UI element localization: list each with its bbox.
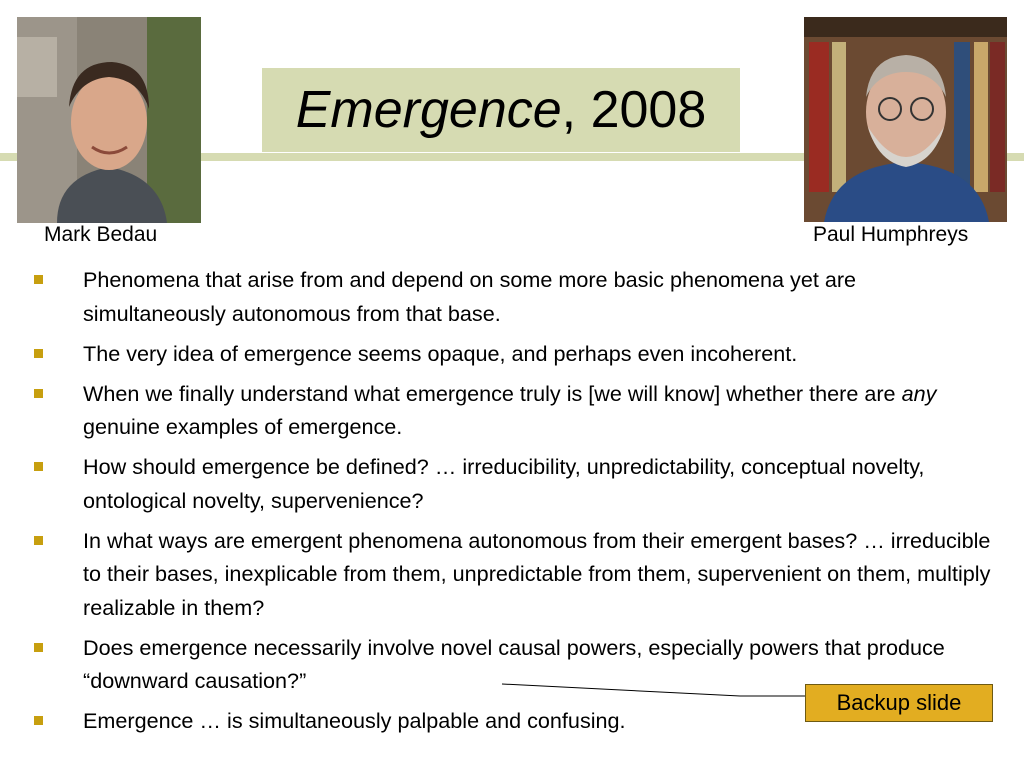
square-bullet-icon <box>34 349 43 358</box>
square-bullet-icon <box>34 275 43 284</box>
title-year: , 2008 <box>561 81 707 139</box>
square-bullet-icon <box>34 536 43 545</box>
slide-title <box>262 68 740 152</box>
bullet-item: In what ways are emergent phenomena autonomous from their emergent bases? … irreducible to their bases, inexplicable from them, unpredictable from them, supervenient on them, multiply realizable in them? <box>34 524 994 625</box>
paul-humphreys-photo <box>804 17 1007 222</box>
square-bullet-icon <box>34 389 43 398</box>
bullet-item: The very idea of emergence seems opaque, and perhaps even incoherent. <box>34 337 994 371</box>
square-bullet-icon <box>34 462 43 471</box>
title-italic: Emergence <box>295 81 562 139</box>
bullet-item: Does emergence necessarily involve novel causal powers, especially powers that produce “downward causation?” <box>34 631 994 698</box>
bullet-item: When we finally understand what emergence truly is [we will know] whether there are any genuine examples of emergence. <box>34 377 994 444</box>
backup-link-line <box>500 680 810 704</box>
mark-bedau-photo <box>17 17 201 223</box>
backup-slide-button[interactable] <box>805 684 993 722</box>
mark-bedau-caption: Mark Bedau <box>44 223 158 246</box>
bullet-item: How should emergence be defined? … irreducibility, unpredictability, conceptual novelty, ontological novelty, supervenience? <box>34 450 994 517</box>
bullet-item: Emergence … is simultaneously palpable and confusing. <box>34 704 994 738</box>
backup-slide-label: Backup slide <box>836 690 962 715</box>
bullet-list <box>34 263 994 744</box>
square-bullet-icon <box>34 643 43 652</box>
square-bullet-icon <box>34 716 43 725</box>
paul-humphreys-caption: Paul Humphreys <box>813 223 969 246</box>
bullet-item: Phenomena that arise from and depend on some more basic phenomena yet are simultaneously autonomous from that base. <box>34 263 994 330</box>
